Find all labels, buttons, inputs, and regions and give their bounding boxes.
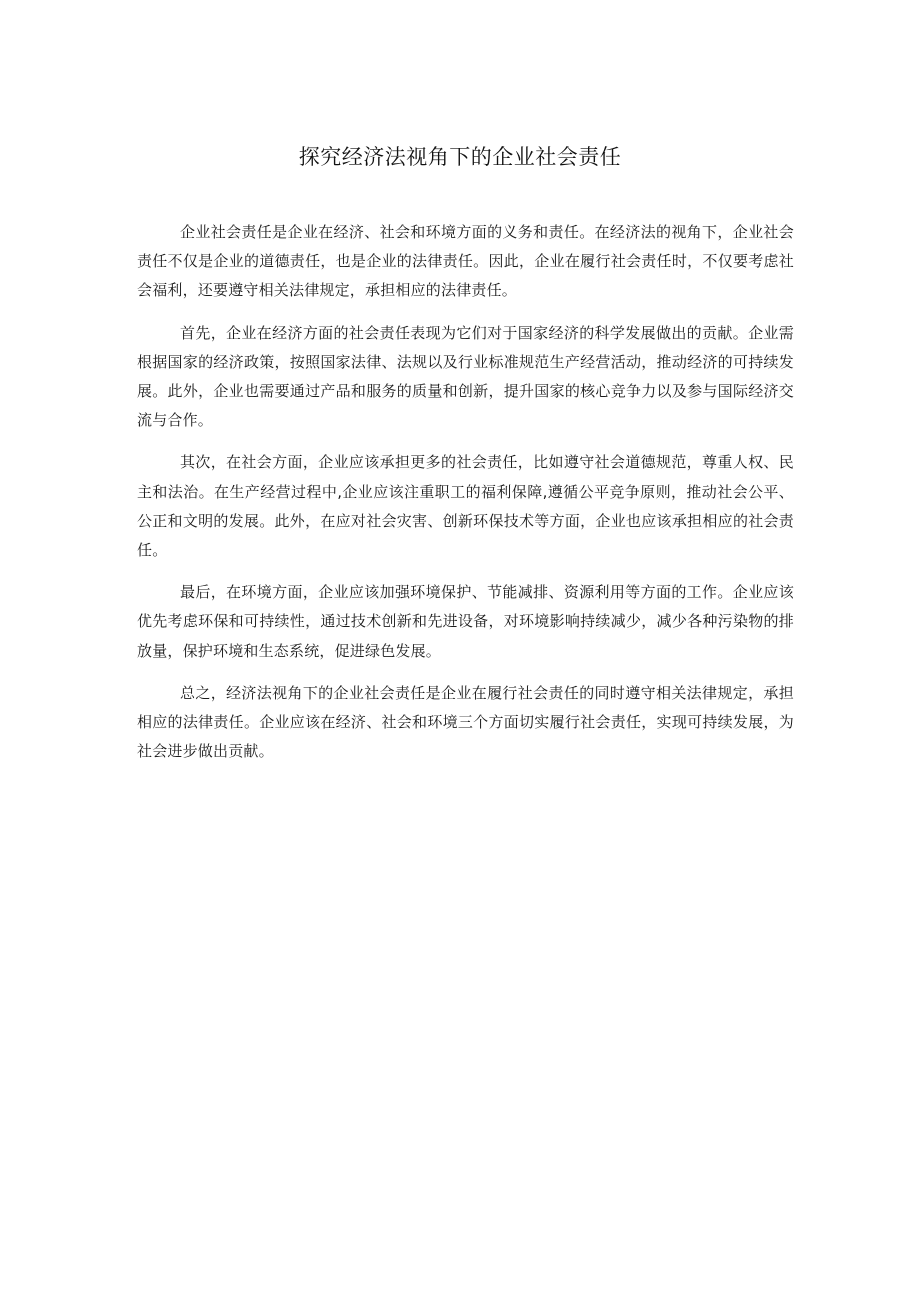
paragraph-economic: 首先，企业在经济方面的社会责任表现为它们对于国家经济的科学发展做出的贡献。企业需根据国家的经济政策，按照国家法律、法规以及行业标准规范生产经营活动，推动经济的可持续发展。此外，企业也需要通过产品和服务的质量和创新，提升国家的核心竞争力以及参与国际经济交流与合作。 [137,323,794,430]
paragraph-social: 其次，在社会方面，企业应该承担更多的社会责任，比如遵守社会道德规范，尊重人权、民主和法治。在生产经营过程中,企业应该注重职工的福利保障,遵循公平竞争原则，推动社会公平、公正和文明的发展。此外，在应对社会灾害、创新环保技术等方面，企业也应该承担相应的社会责任。 [137,453,794,560]
paragraph-environmental: 最后，在环境方面，企业应该加强环境保护、节能减排、资源利用等方面的工作。企业应该优先考虑环保和可持续性，通过技术创新和先进设备，对环境影响持续减少，减少各种污染物的排放量，保护环境和生态系统，促进绿色发展。 [137,583,794,660]
paragraph-conclusion: 总之，经济法视角下的企业社会责任是企业在履行社会责任的同时遵守相关法律规定，承担相应的法律责任。企业应该在经济、社会和环境三个方面切实履行社会责任，实现可持续发展，为社会进步做出贡献。 [137,683,794,761]
document-body [137,218,794,779]
document-title: 探究经济法视角下的企业社会责任 [298,145,622,169]
paragraph-intro: 企业社会责任是企业在经济、社会和环境方面的义务和责任。在经济法的视角下，企业社会责任不仅是企业的道德责任，也是企业的法律责任。因此，企业在履行社会责任时，不仅要考虑社会福利，还要遵守相关法律规定，承担相应的法律责任。 [137,223,794,300]
